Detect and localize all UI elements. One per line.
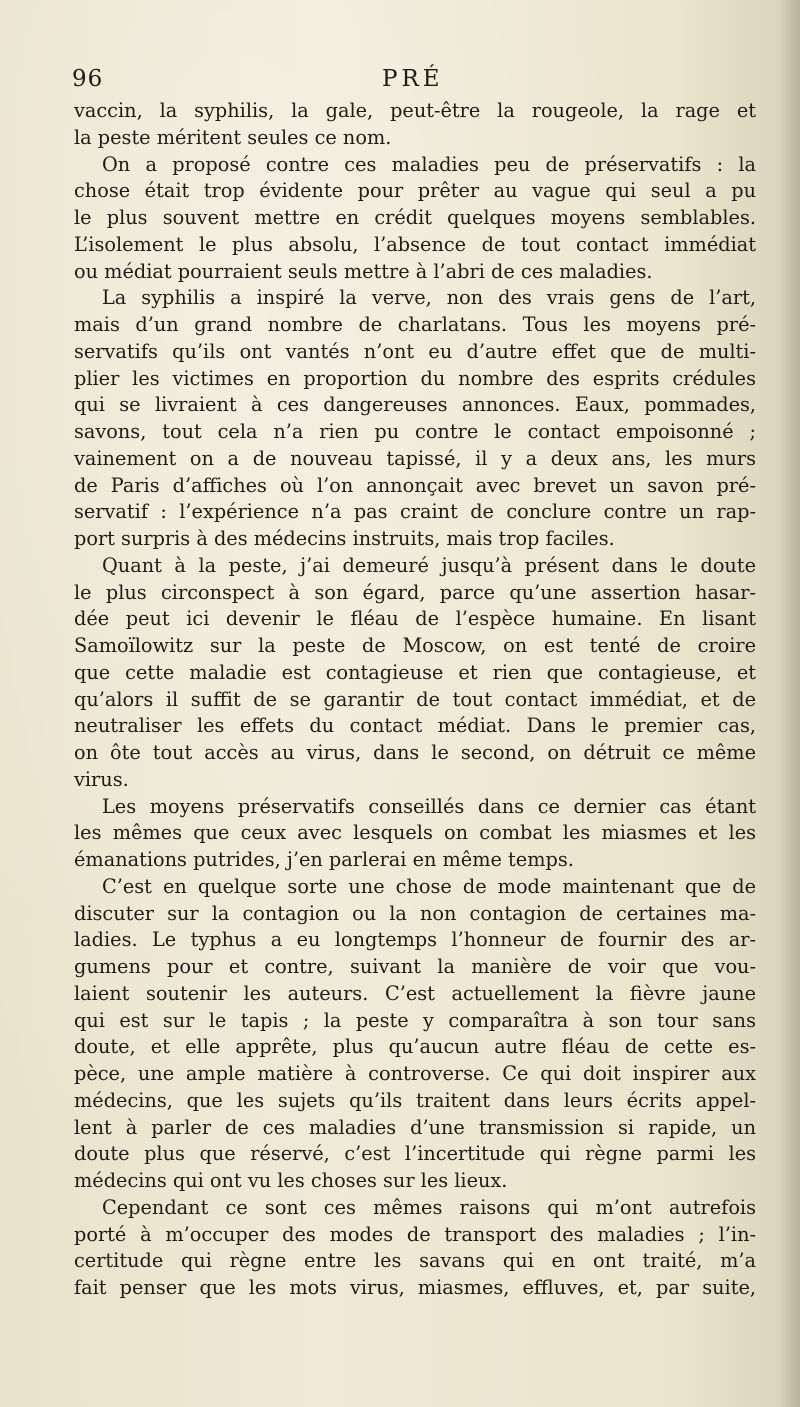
text-line: les mêmes que ceux avec lesquels on combat les miasmes et les (74, 821, 756, 845)
body-text (74, 98, 756, 1302)
text-line: port surpris à des médecins instruits, mais trop faciles. (74, 527, 615, 550)
text-line: fait penser que les mots virus, miasmes, effluves, et, par suite, (74, 1276, 756, 1299)
text-line: médecins, que les sujets qu’ils traitent dans leurs écrits appel- (74, 1088, 756, 1112)
text-line: ladies. Le typhus a eu longtemps l’honneur de fournir des ar- (74, 928, 756, 952)
text-line: le plus souvent mettre en crédit quelques moyens semblables. (74, 206, 756, 229)
text-line: vainement on a de nouveau tapissé, il y a deux ans, les murs (74, 446, 756, 470)
text-line: émanations putrides, j’en parlerai en même temps. (74, 848, 574, 871)
text-line: qui est sur le tapis ; la peste y comparaîtra à son tour sans (74, 1008, 756, 1032)
text-line: lent à parler de ces maladies d’une transmission si rapide, un (74, 1115, 756, 1139)
running-title: PRÉ (382, 66, 444, 92)
text-line: porté à m’occuper des modes de transport des maladies ; l’in- (74, 1222, 756, 1246)
text-line: qu’alors il suffit de se garantir de tout contact immédiat, et de (74, 687, 756, 711)
text-line: vaccin, la syphilis, la gale, peut-être la rougeole, la rage et (74, 99, 756, 122)
text-line: mais d’un grand nombre de charlatans. Tous les moyens pré- (74, 313, 756, 336)
text-line: C’est en quelque sorte une chose de mode maintenant que de (102, 874, 756, 898)
text-line: plier les victimes en proportion du nombre des esprits crédules (74, 366, 756, 390)
page-number: 96 (72, 66, 104, 92)
text-line: laient soutenir les auteurs. C’est actuellement la fièvre jaune (74, 981, 756, 1005)
text-line: dée peut ici devenir le fléau de l’espèce humaine. En lisant (74, 607, 756, 631)
text-line: de Paris d’affiches où l’on annonçait avec brevet un savon pré- (74, 473, 756, 497)
text-line: L’isolement le plus absolu, l’absence de tout contact immédiat (74, 232, 756, 256)
text-line: la peste méritent seules ce nom. (74, 125, 392, 149)
text-line: que cette maladie est contagieuse et rien que contagieuse, et (74, 660, 756, 684)
text-line: certitude qui règne entre les savans qui en ont traité, m’a (74, 1249, 756, 1273)
text-line: neutraliser les effets du contact médiat. Dans le premier cas, (74, 714, 756, 738)
text-line: pèce, une ample matière à controverse. Ce qui doit inspirer aux (74, 1062, 756, 1085)
text-line: chose était trop évidente pour prêter au vague qui seul a pu (74, 179, 756, 203)
text-line: Cependant ce sont ces mêmes raisons qui m’ont autrefois (102, 1195, 756, 1219)
text-line: servatifs qu’ils ont vantés n’ont eu d’autre effet que de multi- (74, 339, 756, 363)
text-line: discuter sur la contagion ou la non contagion de certaines ma- (74, 901, 756, 925)
text-line: savons, tout cela n’a rien pu contre le contact empoisonné ; (74, 420, 756, 443)
text-line: Les moyens préservatifs conseillés dans ce dernier cas étant (102, 794, 756, 818)
page-edge-shadow (778, 0, 800, 1407)
text-line: Quant à la peste, j’ai demeuré jusqu’à présent dans le doute (102, 553, 756, 577)
text-line: Samoïlowitz sur la peste de Moscow, on est tenté de croire (74, 634, 756, 657)
text-line: le plus circonspect à son égard, parce qu’une assertion hasar- (74, 580, 756, 604)
text-line: virus. (74, 767, 129, 791)
text-line: ou médiat pourraient seuls mettre à l’abri de ces maladies. (74, 259, 653, 283)
text-line: servatif : l’expérience n’a pas craint de conclure contre un rap- (74, 500, 756, 524)
text-line: On a proposé contre ces maladies peu de préservatifs : la (102, 152, 756, 176)
text-line: médecins qui ont vu les choses sur les lieux. (74, 1169, 508, 1192)
text-line: on ôte tout accès au virus, dans le second, on détruit ce même (74, 741, 756, 764)
text-line: gumens pour et contre, suivant la manière de voir que vou- (74, 955, 756, 978)
text-line: doute plus que réservé, c’est l’incertitude qui règne parmi les (74, 1142, 756, 1166)
text-line: doute, et elle apprête, plus qu’aucun autre fléau de cette es- (74, 1035, 756, 1059)
text-line: qui se livraient à ces dangereuses annonces. Eaux, pommades, (74, 393, 756, 417)
text-line: La syphilis a inspiré la verve, non des vrais gens de l’art, (102, 286, 756, 310)
